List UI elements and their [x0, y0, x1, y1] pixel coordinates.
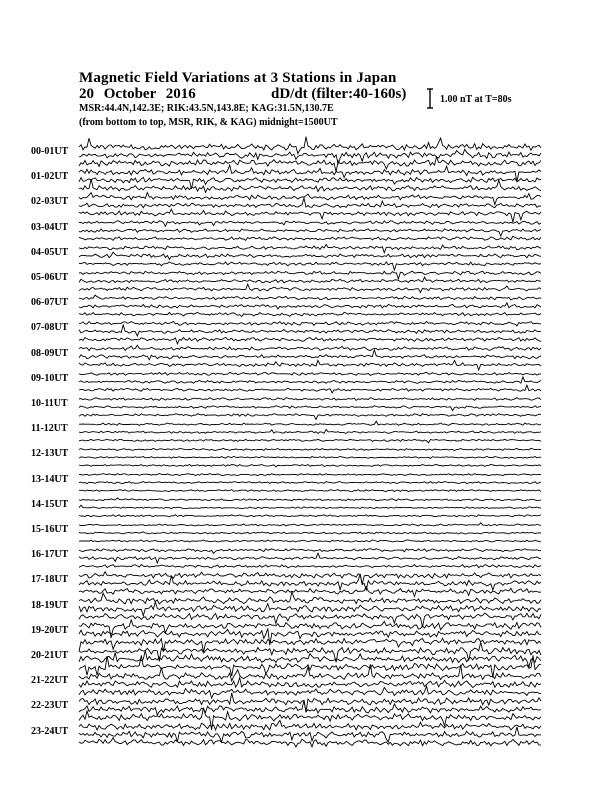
hour-label: 03-04UT: [31, 221, 69, 233]
trace-kag: [79, 271, 541, 279]
trace-msr: [79, 360, 541, 370]
trace-rik: [79, 277, 541, 283]
trace-msr: [79, 157, 541, 172]
station-coordinates: MSR:44.4N,142.3E; RIK:43.5N,143.8E; KAG:31.5N,130.7E: [79, 103, 334, 114]
trace-rik: [79, 406, 541, 411]
trace-rik: [79, 553, 541, 563]
trace-kag: [79, 421, 541, 425]
trace-msr: [79, 284, 541, 292]
trace-kag: [79, 221, 541, 227]
hour-label: 10-11UT: [31, 398, 68, 409]
hour-label: 02-03UT: [31, 196, 69, 208]
trace-kag: [79, 193, 541, 205]
trace-rik: [79, 727, 541, 742]
hour-label: 08-09UT: [31, 347, 69, 359]
trace-rik: [79, 198, 541, 208]
trace-rik: [79, 252, 541, 259]
hour-label: 00-01UT: [31, 146, 69, 157]
hour-label: 01-02UT: [31, 171, 69, 183]
trace-rik: [79, 429, 541, 433]
hour-label: 11-12UT: [31, 423, 68, 435]
trace-msr: [79, 209, 541, 222]
hour-label: 16-17UT: [31, 549, 69, 561]
trace-kag: [79, 498, 541, 501]
trace-msr: [79, 490, 541, 492]
trace-rik: [79, 229, 541, 236]
hour-label: 17-18UT: [31, 574, 69, 586]
trace-kag: [79, 592, 541, 604]
hour-label: 07-08UT: [31, 322, 69, 334]
trace-kag: [79, 345, 541, 350]
hour-label: 12-13UT: [31, 448, 69, 460]
trace-kag: [79, 448, 541, 450]
trace-msr: [79, 262, 541, 270]
trace-kag: [79, 523, 541, 526]
trace-msr: [79, 540, 541, 542]
hour-label: 05-06UT: [31, 272, 69, 283]
hour-label: 23-24UT: [31, 725, 69, 737]
trace-kag: [79, 137, 541, 154]
hour-label: 15-16UT: [31, 524, 69, 535]
trace-msr: [79, 464, 541, 466]
trace-kag: [79, 474, 541, 476]
trace-rik: [79, 325, 541, 336]
trace-msr: [79, 686, 541, 698]
trace-msr: [79, 312, 541, 316]
scale-bar-label: 1.00 nT at T=80s: [440, 94, 512, 105]
hour-label: 21-22UT: [31, 675, 69, 687]
trace-kag: [79, 372, 541, 375]
trace-msr: [79, 179, 541, 193]
hour-label: 09-10UT: [31, 372, 69, 384]
hour-label: 06-07UT: [31, 297, 69, 309]
trace-rik: [79, 505, 541, 509]
trace-msr: [79, 565, 541, 568]
trace-rik: [79, 602, 541, 616]
chart-date: 20 October 2016: [79, 86, 196, 102]
trace-msr: [79, 385, 541, 393]
trace-msr: [79, 414, 541, 420]
trace-msr: [79, 337, 541, 344]
trace-rik: [79, 350, 541, 360]
trace-kag: [79, 620, 541, 638]
hour-label: 19-20UT: [31, 624, 69, 636]
trace-rik: [79, 482, 541, 484]
trace-kag: [79, 295, 541, 300]
trace-rik: [79, 574, 541, 590]
trace-msr: [79, 236, 541, 240]
trace-kag: [79, 720, 541, 730]
trace-kag: [79, 244, 541, 252]
trace-kag: [79, 549, 541, 554]
trace-order-note: (from bottom to top, MSR, RIK, & KAG) midnight=1500UT: [79, 117, 338, 128]
hour-label: 20-21UT: [31, 650, 69, 661]
trace-msr: [79, 587, 541, 597]
hour-label: 22-23UT: [31, 700, 69, 712]
hour-label: 18-19UT: [31, 599, 69, 611]
trace-rik: [79, 532, 541, 534]
trace-rik: [79, 377, 541, 383]
trace-msr: [79, 439, 541, 443]
trace-rik: [79, 303, 541, 309]
trace-kag: [79, 322, 541, 326]
trace-msr: [79, 515, 541, 517]
chart-mode: dD/dt (filter:40-160s): [271, 86, 407, 102]
hour-label: 13-14UT: [31, 473, 69, 485]
hour-label: 04-05UT: [31, 246, 69, 258]
trace-msr: [79, 738, 541, 747]
trace-kag: [79, 693, 541, 712]
trace-group: [79, 137, 541, 747]
scale-bar: [427, 89, 433, 108]
trace-kag: [79, 398, 541, 401]
trace-rik: [79, 149, 541, 163]
hour-label: 14-15UT: [31, 498, 69, 510]
trace-rik: [79, 678, 541, 688]
trace-rik: [79, 456, 541, 458]
chart-title: Magnetic Field Variations at 3 Stations in Japan: [79, 70, 397, 86]
